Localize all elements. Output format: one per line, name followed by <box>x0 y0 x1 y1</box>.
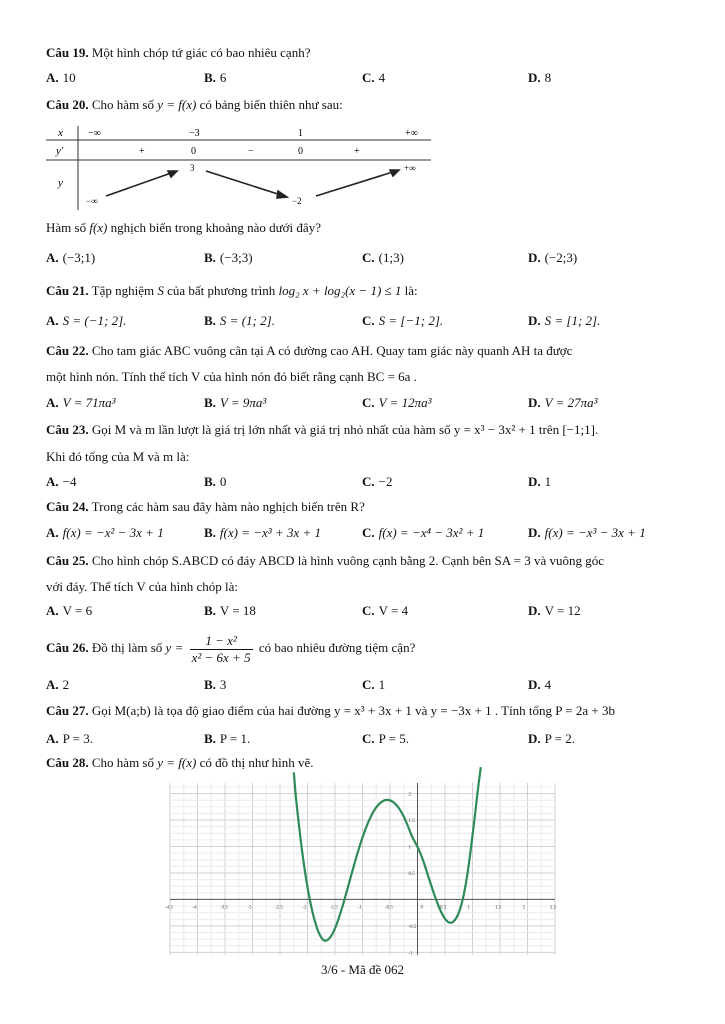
question-28: Câu 28. Cho hàm số y = f(x) có đồ thị như hình vẽ. <box>46 755 314 770</box>
option-a[interactable]: A. V = 6 <box>46 603 93 618</box>
question-number: Câu 25. <box>46 553 89 568</box>
fraction <box>190 633 253 666</box>
option-c[interactable]: C. 1 <box>362 677 386 692</box>
question-27: Câu 27. Gọi M(a;b) là tọa độ giao điểm của hai đường y = x³ + 3x + 1 và y = −3x + 1 . Tính tổng P = 2a + 3b <box>46 703 615 718</box>
options-25 <box>46 602 686 620</box>
fraction-numerator: 1 − x² <box>190 633 253 650</box>
y-tick-label: -1 <box>408 951 413 957</box>
options-22 <box>46 394 686 412</box>
options-21 <box>46 312 686 330</box>
option-c[interactable]: C. V = 4 <box>362 603 409 618</box>
question-text: Một hình chóp tứ giác có bao nhiêu cạnh? <box>91 45 311 60</box>
fraction-denominator: x² − 6x + 5 <box>191 649 251 665</box>
y-tick-label: -0.5 <box>408 924 417 930</box>
variation-arrows <box>106 170 399 198</box>
question-25-line2: với đáy. Thể tích V của hình chóp là: <box>46 579 238 594</box>
x-tick-label: -0.5 <box>385 905 393 911</box>
x-tick-label: -1.5 <box>330 905 338 911</box>
page-footer: 3/6 - Mã đề 062 <box>320 962 405 977</box>
graph-tick-labels <box>165 793 557 957</box>
option-d[interactable]: D. 8 <box>528 70 552 85</box>
option-a[interactable]: A. 10 <box>46 70 76 85</box>
options-20 <box>46 249 686 267</box>
sign: 0 <box>191 146 196 157</box>
y-val: −2 <box>292 196 302 206</box>
option-b[interactable]: B. V = 9πa³ <box>204 395 267 410</box>
option-a[interactable]: A. f(x) = −x² − 3x + 1 <box>46 525 164 540</box>
function-graph <box>165 783 557 957</box>
question-23-line2: Khi đó tổng của M và m là: <box>46 449 190 464</box>
option-d[interactable]: D. 4 <box>528 677 552 692</box>
option-b[interactable]: B. V = 18 <box>204 603 256 618</box>
x-val: 1 <box>298 128 303 139</box>
question-number: Câu 28. <box>46 755 89 770</box>
option-d[interactable]: D. (−2;3) <box>528 250 578 265</box>
yprime-label: y' <box>56 145 64 157</box>
x-tick-label: 0 <box>420 905 423 911</box>
sign: − <box>248 146 254 157</box>
option-a[interactable]: A. −4 <box>46 474 77 489</box>
option-c[interactable]: C. −2 <box>362 474 393 489</box>
y-tick-label: 2 <box>408 792 411 798</box>
y-label: y <box>58 177 63 189</box>
question-number: Câu 26. <box>46 640 89 655</box>
math-expr: f(x) <box>89 220 108 235</box>
question-number: Câu 24. <box>46 499 89 514</box>
question-25: Câu 25. Cho hình chóp S.ABCD có đáy ABCD là hình vuông cạnh bằng 2. Cạnh bên SA = 3 và vuông góc <box>46 553 605 568</box>
question-number: Câu 23. <box>46 422 89 437</box>
x-val: +∞ <box>405 128 418 139</box>
option-a[interactable]: A. 2 <box>46 677 70 692</box>
question-number: Câu 20. <box>46 97 89 112</box>
option-c[interactable]: C. V = 12πa³ <box>362 395 432 410</box>
sign: 0 <box>298 146 303 157</box>
option-b[interactable]: B. S = (1; 2]. <box>204 313 275 328</box>
option-d[interactable]: D. P = 2. <box>528 731 575 746</box>
option-b[interactable]: B. (−3;3) <box>204 250 253 265</box>
question-number: Câu 27. <box>46 703 89 718</box>
question-number: Câu 19. <box>46 45 89 60</box>
x-val: −3 <box>189 128 200 139</box>
y-val: −∞ <box>86 196 98 206</box>
question-21: Câu 21. Tập nghiệm S của bất phương trình log₂ x + log₂(x − 1) ≤ 1 là: <box>46 283 418 298</box>
question-number: Câu 22. <box>46 343 89 358</box>
y-tick-label: 1.5 <box>408 819 415 825</box>
x-tick-label: -2 <box>302 905 307 911</box>
question-19 <box>46 44 685 61</box>
x-tick-label: -2.5 <box>275 905 283 911</box>
x-tick-label: -4 <box>192 905 197 911</box>
y-val: 3 <box>190 163 195 173</box>
option-c[interactable]: C. P = 5. <box>362 731 409 746</box>
math-expr: y = f(x) <box>157 755 197 770</box>
option-c[interactable]: C. 4 <box>362 70 386 85</box>
option-c[interactable]: C. f(x) = −x⁴ − 3x² + 1 <box>362 525 485 540</box>
question-22-line2: một hình nón. Tính thể tích V của hình nón đó biết rằng cạnh BC = 6a . <box>46 369 417 384</box>
sign: + <box>354 146 360 157</box>
option-a[interactable]: A. (−3;1) <box>46 250 96 265</box>
question-26: Câu 26. Đồ thị làm số y = $\frac{\text{1 − x²}}{\text{x² − 6x + 5}}$ có bao nhiêu đường tiệm cận? <box>46 632 416 665</box>
x-tick-label: -3.5 <box>220 905 228 911</box>
option-b[interactable]: B. 6 <box>204 70 227 85</box>
x-tick-label: -4.5 <box>165 905 173 911</box>
option-a[interactable]: A. P = 3. <box>46 731 93 746</box>
x-tick-label: 2 <box>522 905 525 911</box>
options-26 <box>46 676 686 694</box>
option-c[interactable]: C. S = [−1; 2]. <box>362 313 444 328</box>
option-a[interactable]: A. S = (−1; 2]. <box>46 313 127 328</box>
math-expr: y = f(x) <box>157 97 197 112</box>
options-23 <box>46 473 686 491</box>
graph-grid <box>170 783 555 955</box>
x-tick-label: 2.5 <box>550 905 557 911</box>
option-b[interactable]: B. 3 <box>204 677 227 692</box>
option-b[interactable]: B. P = 1. <box>204 731 251 746</box>
y-tick-label: 0.5 <box>408 871 415 877</box>
option-d[interactable]: D. V = 12 <box>528 603 581 618</box>
x-tick-label: 1 <box>467 905 470 911</box>
x-tick-label: 1.5 <box>495 905 502 911</box>
x-tick-label: 0.5 <box>440 905 447 911</box>
question-20: Câu 20. Cho hàm số y = f(x) có bảng biến thiên như sau: <box>46 97 343 112</box>
options-27 <box>46 730 686 748</box>
y-tick-label: 1 <box>408 845 411 851</box>
x-tick-label: -3 <box>247 905 252 911</box>
option-b[interactable]: B. 0 <box>204 474 227 489</box>
x-val: −∞ <box>88 128 101 139</box>
x-label: x <box>58 127 63 139</box>
option-d[interactable]: D. V = 27πa³ <box>528 395 598 410</box>
x-tick-label: -1 <box>357 905 362 911</box>
question-24: Câu 24. Trong các hàm sau đây hàm nào nghịch biến trên R? <box>46 499 365 514</box>
option-b[interactable]: B. f(x) = −x³ + 3x + 1 <box>204 525 321 540</box>
sign: + <box>139 146 145 157</box>
option-d[interactable]: D. 1 <box>528 474 552 489</box>
question-number: Câu 21. <box>46 283 89 298</box>
option-c[interactable]: C. (1;3) <box>362 250 404 265</box>
question-22: Câu 22. Cho tam giác ABC vuông cân tại A có đường cao AH. Quay tam giác này quanh AH ta được <box>46 343 573 358</box>
option-d[interactable]: D. S = [1; 2]. <box>528 313 601 328</box>
y-val: +∞ <box>404 163 416 173</box>
options-24 <box>46 524 686 542</box>
question-23: Câu 23. Gọi M và m lần lượt là giá trị lớn nhất và giá trị nhỏ nhất của hàm số y = x³ − 3x² + 1 trên [−1;1]. <box>46 422 599 437</box>
option-d[interactable]: D. f(x) = −x³ − 3x + 1 <box>528 525 646 540</box>
option-a[interactable]: A. V = 71πa³ <box>46 395 116 410</box>
question-20-prompt: Hàm số f(x) nghịch biến trong khoảng nào dưới đây? <box>46 220 321 235</box>
variation-table <box>46 124 431 214</box>
options-19 <box>46 69 686 87</box>
math-expr: log₂ x + log₂(x − 1) ≤ 1 <box>278 283 402 298</box>
